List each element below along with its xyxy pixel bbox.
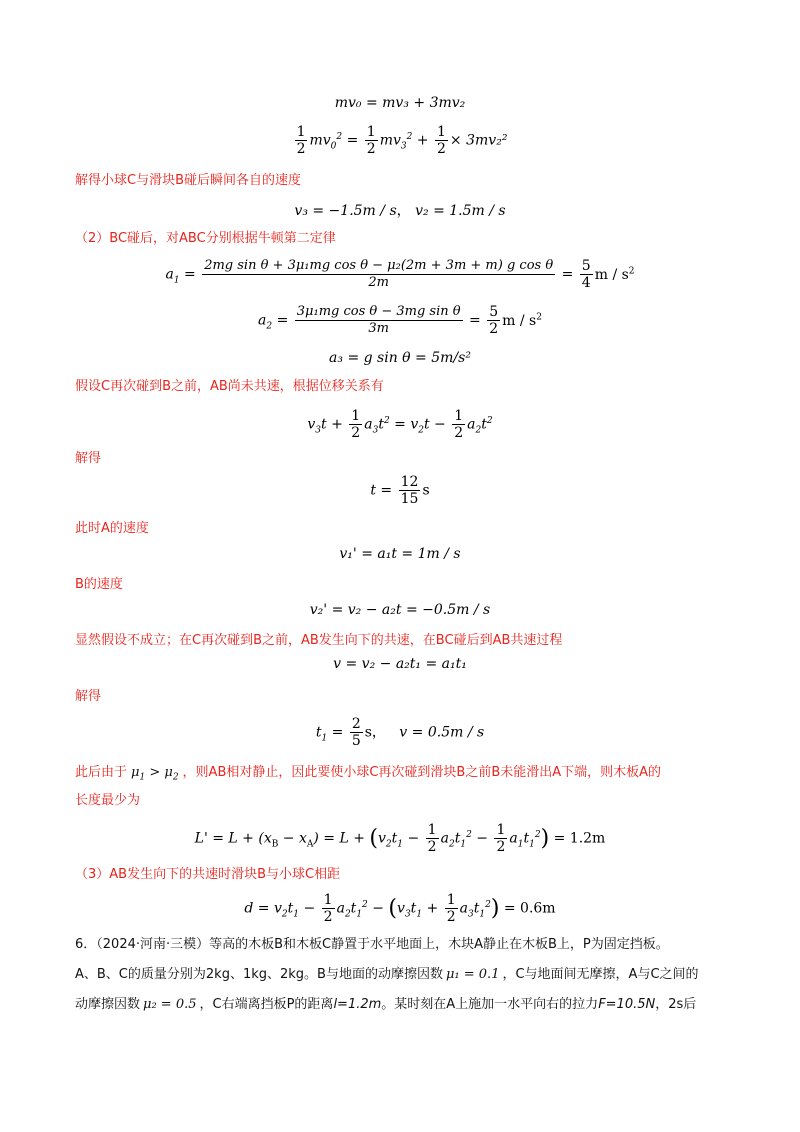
a1-equation: $a_1$ = $\frac{\text{2mg sin θ + 3μ₁mg cos θ − μ₂(2m + 3m + m) g cos θ}}{2m}$ = $\frac{5}{4}$ m / $s^2$ bbox=[165, 258, 635, 291]
a3-equation: a₃ = g sin θ = 5m/s² bbox=[329, 350, 471, 366]
a-speed-text: 此时A的速度 bbox=[75, 521, 149, 536]
after-text-a: 此后由于 bbox=[75, 765, 128, 780]
velocity-result: v₃ = −1.5m / s， v₂ = 1.5m / s bbox=[294, 203, 506, 219]
time-equation: t = $\frac{12}{15}$ s bbox=[370, 474, 430, 507]
question-6-line-1: 6．（2024·河南·三模）等高的木板B和木板C静置于水平地面上，木块A静止在木板B上，P为固定挡板。 bbox=[75, 937, 669, 952]
after-line-1: 此后由于 $\mu_1 > \mu_2$ ，则AB相对静止，因此要使小球C再次碰到滑块B之前B未能滑出A下端，则木板A的 bbox=[75, 765, 662, 783]
displacement-equation: $v_3t$ + $\frac{1}{2}$ $a_3t^2 = v_2t$ − $\frac{1}{2}$ $a_2t^2$ bbox=[307, 408, 493, 441]
momentum-equation: mv₀ = mv₃ + 3mv₂ bbox=[334, 95, 466, 111]
conclusion-text: 显然假设不成立；在C再次碰到B之前，AB发生向下的共速，在BC碰后到AB共速过程 bbox=[75, 633, 563, 648]
v3-result: v₃ = −1.5m / s bbox=[294, 203, 397, 219]
length-result: = 1.2m bbox=[553, 830, 606, 847]
a2-equation: $a_2$ = $\frac{\text{3μ₁mg cos θ − 3mg sin θ}}{3m}$ = $\frac{5}{2}$ m / $s^2$ bbox=[258, 304, 542, 337]
assumption-text: 假设C再次碰到B之前，AB尚未共速，根据位移关系有 bbox=[75, 379, 384, 394]
after-line-2: 长度最少为 bbox=[75, 793, 141, 808]
part2-heading: （2）BC碰后，对ABC分别根据牛顿第二定律 bbox=[75, 231, 336, 246]
v2-result: v₂ = 1.5m / s bbox=[415, 203, 506, 219]
a1-numerator: 2mg sin θ + 3μ₁mg cos θ − μ₂(2m + 3m + m) g cos θ bbox=[204, 258, 554, 273]
t1-equation: $t_1$ = $\frac{2}{5}$ s， v = 0.5m / s bbox=[315, 716, 485, 749]
energy-equation-right: 3mv₂² bbox=[466, 132, 508, 149]
q6-text-3c: 。某时刻在A上施加一水平向右的拉力 bbox=[381, 997, 599, 1012]
question-6-line-2 bbox=[75, 966, 699, 984]
q6-text-3b: ，C右端离挡板P的距离 bbox=[199, 997, 334, 1012]
q6-force: F=10.5N bbox=[598, 997, 656, 1012]
common-velocity-equation: v = v₂ − a₂t₁ = a₁t₁ bbox=[333, 656, 467, 672]
q6-mu2: μ₂ = 0.5 bbox=[143, 997, 197, 1012]
q6-text-2a: A、B、C的质量分别为2kg、1kg、2kg。B与地面的动摩擦因数 bbox=[75, 967, 443, 982]
a2-numerator: 3μ₁mg cos θ − 3mg sin θ bbox=[296, 304, 461, 319]
part3-heading: （3）AB发生向下的共速时滑块B与小球C相距 bbox=[75, 867, 341, 882]
question-6-line-3 bbox=[75, 996, 696, 1014]
solve-text-1: 解得小球C与滑块B碰后瞬间各自的速度 bbox=[75, 173, 301, 188]
q6-mu1: μ₁ = 0.1 bbox=[445, 967, 500, 982]
b-speed-text: B的速度 bbox=[75, 577, 123, 592]
solve-text-2: 解得 bbox=[75, 451, 102, 466]
v2-equation: v₂' = v₂ − a₂t = −0.5m / s bbox=[309, 602, 491, 618]
a1-denominator: 2m bbox=[368, 275, 389, 290]
q6-text-3d: ，2s后 bbox=[655, 997, 697, 1012]
after-text-b: ，则AB相对静止，因此要使小球C再次碰到滑块B之前B未能滑出A下端，则木板A的 bbox=[182, 765, 662, 780]
q6-text-2b: ，C与地面间无摩擦，A与C之间的 bbox=[502, 967, 699, 982]
q6-distance: l=1.2m bbox=[333, 997, 382, 1012]
energy-equation: $\frac{1}{2}$ $mv_0^2$ = $\frac{1}{2}$ $mv_3^2$ + $\frac{1}{2}$ × 3mv₂² bbox=[296, 124, 508, 157]
distance-result: = 0.6m bbox=[503, 900, 556, 917]
a2-denominator: 3m bbox=[368, 321, 389, 336]
solve-text-3: 解得 bbox=[75, 689, 102, 704]
distance-equation: $d = v_2t_1$ − $\frac{1}{2}$ $a_2t_1^2 - (v_3t_1$ + $\frac{1}{2}$ $a_3t_1^2) = 0.6m$ bbox=[244, 892, 556, 925]
v1-equation: v₁' = a₁t = 1m / s bbox=[339, 546, 461, 562]
v-final: v = 0.5m / s bbox=[399, 724, 485, 741]
q6-text-3a: 动摩擦因数 bbox=[75, 997, 141, 1012]
length-equation: $L' = L + (x_B - x_A) = L + (v_2t_1$ − $\frac{1}{2}$ $a_2t_1^2$ − $\frac{1}{2}$ $a_1t_1^2) = 1.2m$ bbox=[194, 822, 606, 855]
